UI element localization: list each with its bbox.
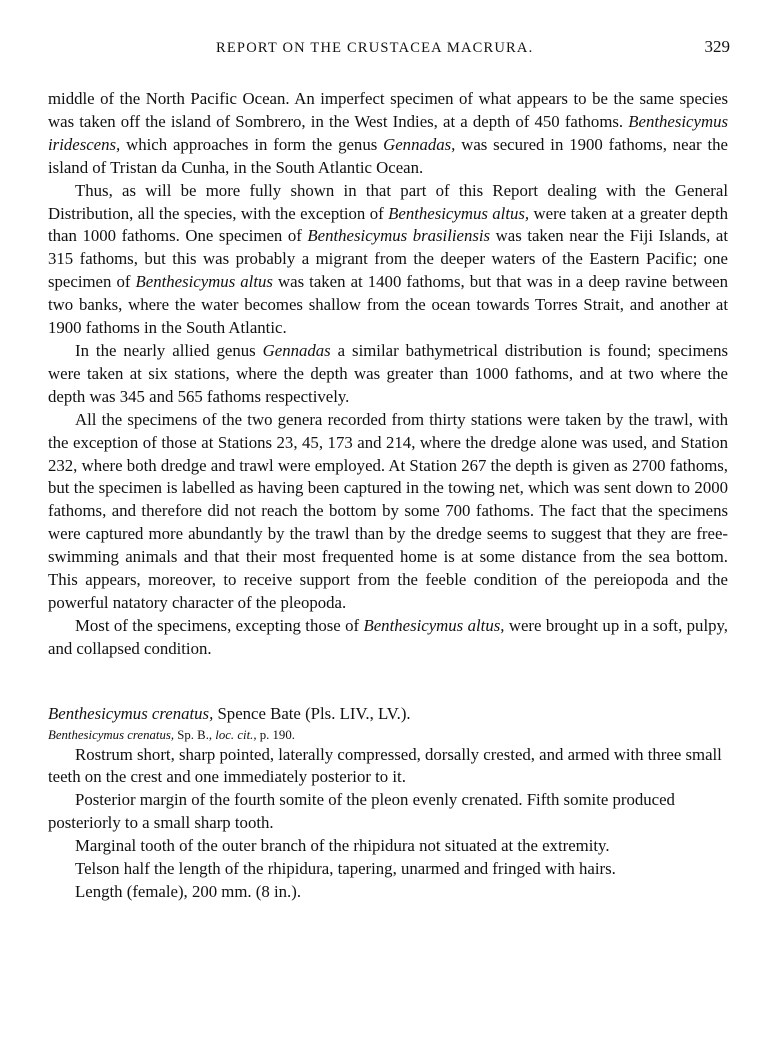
synonym-reference (48, 726, 728, 744)
description-paragraph: Rostrum short, sharp pointed, laterally compressed, dorsally crested, and armed with three small teeth on the crest and one immediately posterior to it. (48, 744, 722, 787)
species-heading (48, 703, 728, 726)
synonym-loc: loc. cit., (215, 727, 257, 742)
text-run: which approaches in form the genus (120, 134, 384, 154)
paragraphs (48, 88, 728, 661)
body-paragraph (48, 88, 728, 180)
text-run: All the specimens of the two genera recorded from thirty stations were taken by the trawl, with the exception of those at Stations 23, 45, 173 and 214, where the dredge alone was used, and Station 232, where both dredge and trawl were employed. At Station 267 the depth is given as 2700 fathoms, but the specimen is labelled as having been captured in the towing net, which was sent down to 2000 fathoms, and therefore did not reach the bottom by some 700 fathoms. The fact that the specimens were captured more abundantly by the trawl than by the dredge seems to suggest that they are free-swimming animals and that their most frequented home is at some distance from the sea bottom. This appears, moreover, to receive support from the feeble condition of the pereiopoda and the powerful natatory character of the pleopoda. (48, 409, 728, 612)
species-authority: Spence Bate (Pls. LIV., LV.). (213, 703, 411, 723)
section-gap (48, 661, 728, 703)
running-title: REPORT ON THE CRUSTACEA MACRURA. (216, 40, 534, 56)
body-paragraph (48, 180, 728, 340)
text-run: were brought up in a soft, pulpy, and collapsed condition. (48, 615, 728, 658)
description-paragraph: Length (female), 200 mm. (8 in.). (75, 882, 302, 901)
article-body (48, 88, 728, 904)
species-name: Benthesicymus crenatus, (48, 703, 214, 723)
italic-run: Gennadas (262, 340, 331, 360)
text-run: was secured in 1900 fathoms, near the island of Tristan da Cunha, in the South Atlantic Ocean. (48, 134, 728, 177)
italic-run: Benthesicymus brasiliensis (307, 226, 491, 246)
body-paragraph (48, 615, 728, 661)
body-paragraph (48, 409, 728, 615)
text-run: was taken near the Fiji Islands, at 315 fathoms, but this was probably a migrant from the deeper waters of the Eastern Pacific; one specimen of (48, 226, 729, 292)
text-run: a similar bathymetrical distribution is found; specimens were taken at six stations, where the depth was greater than 1000 fathoms, and at two where the depth was 345 and 565 fathoms respectively. (48, 340, 728, 406)
text-run: was taken at 1400 fathoms, but that was in a deep ravine between two banks, where the water becomes shallow from the ocean towards Torres Strait, and another at 1900 fathoms in the South Atlantic. (48, 272, 728, 338)
page (48, 0, 728, 904)
italic-run: Benthesicymus iridescens, (48, 111, 728, 154)
text-run: were taken at a greater depth than 1000 fathoms. One specimen of (48, 203, 728, 246)
italic-run: Benthesicymus altus, (388, 203, 530, 223)
text-run: middle of the North Pacific Ocean. An imperfect specimen of what appears to be the same species was taken off the island of Sombrero, in the West Indies, at a depth of 450 fathoms. (48, 89, 728, 131)
running-header (48, 37, 730, 70)
description-paragraph: Marginal tooth of the outer branch of the rhipidura not situated at the extremity. (75, 836, 610, 856)
description-paragraph: Posterior margin of the fourth somite of the pleon evenly crenated. Fifth somite produced posteriorly to a small sharp tooth. (48, 790, 675, 833)
italic-run: Benthesicymus altus (135, 272, 273, 292)
text-run: Most of the specimens, excepting those of (75, 615, 364, 635)
text-run: In the nearly allied genus (75, 340, 263, 360)
description-paragraph: Telson half the length of the rhipidura, tapering, unarmed and fringed with hairs. (75, 859, 616, 879)
italic-run: Benthesicymus altus, (363, 615, 505, 635)
species-description (48, 744, 728, 904)
body-paragraph (48, 340, 728, 409)
page-number: 329 (704, 37, 730, 56)
synonym-author: Sp. B., (174, 727, 216, 742)
synonym-name: Benthesicymus crenatus, (48, 727, 175, 742)
synonym-page: p. 190. (256, 727, 295, 742)
text-run: Thus, as will be more fully shown in that part of this Report dealing with the General Distribution, all the species, with the exception of (48, 180, 728, 223)
italic-run: Gennadas, (383, 134, 456, 154)
